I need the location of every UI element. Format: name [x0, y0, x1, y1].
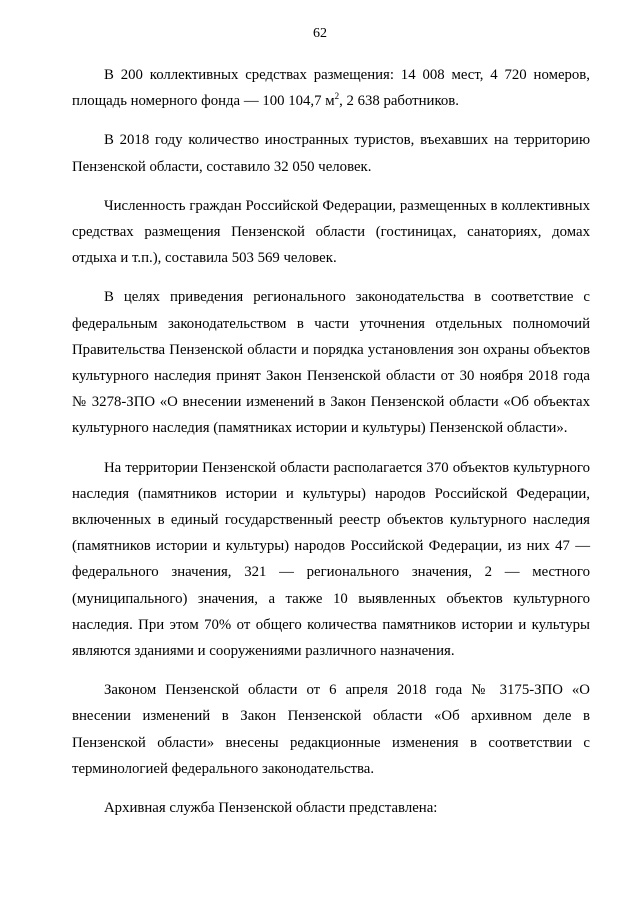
paragraph-text: В 200 коллективных средствах размещения: 14 008 мест, 4 720 номеров, площадь номерного фонда — 100 104,7 м — [72, 67, 590, 110]
paragraph-domestic-guests: Численность граждан Российской Федерации, размещенных в коллективных средствах размещения Пензенской области (гостиницах, санаториях, домах отдыха и т.п.), составила 503 569 человек. — [72, 197, 590, 267]
paragraph-heritage-objects: На территории Пензенской области располагается 370 объектов культурного наследия (памятников истории и культуры) народов Российской Федерации, включенных в единый государственный реестр объектов культурного наследия (памятников истории и культуры) народов Российской Федерации, из них 47 — федерального значения, 321 — регионального значения, 2 — местного (муниципального) значения, а также 10 выявленных объектов культурного наследия. При этом 70% от общего количества памятников истории и культуры являются зданиями и сооружениями различного назначения. — [72, 459, 590, 660]
superscript-square-meters: 2 — [334, 91, 340, 102]
document-body — [72, 62, 590, 834]
paragraph-archive-law: Законом Пензенской области от 6 апреля 2018 года № 3175-ЗПО «О внесении изменений в Закон Пензенской области «Об архивном деле в Пензенской области» внесены редакционные изменения в соответствии с терминологией федерального законодательства. — [72, 682, 590, 777]
paragraph-cultural-heritage-law: В целях приведения регионального законодательства в соответствие с федеральным законодательством в части уточнения отдельных полномочий Правительства Пензенской области и порядка установления зон охраны объектов культурного наследия принят Закон Пензенской области от 30 ноября 2018 года № 3278-ЗПО «О внесении изменений в Закон Пензенской области «Об объектах культурного наследия (памятниках истории и культуры) Пензенской области». — [72, 289, 590, 437]
paragraph-foreign-tourists: В 2018 году количество иностранных туристов, въехавших на территорию Пензенской области, составило 32 050 человек. — [72, 132, 590, 175]
page-number: 62 — [313, 26, 327, 41]
paragraph-accommodation-capacity — [72, 62, 590, 114]
paragraph-archive-service: Архивная служба Пензенской области представлена: — [104, 800, 438, 817]
paragraph-text-end: , 2 638 работников. — [339, 93, 459, 110]
